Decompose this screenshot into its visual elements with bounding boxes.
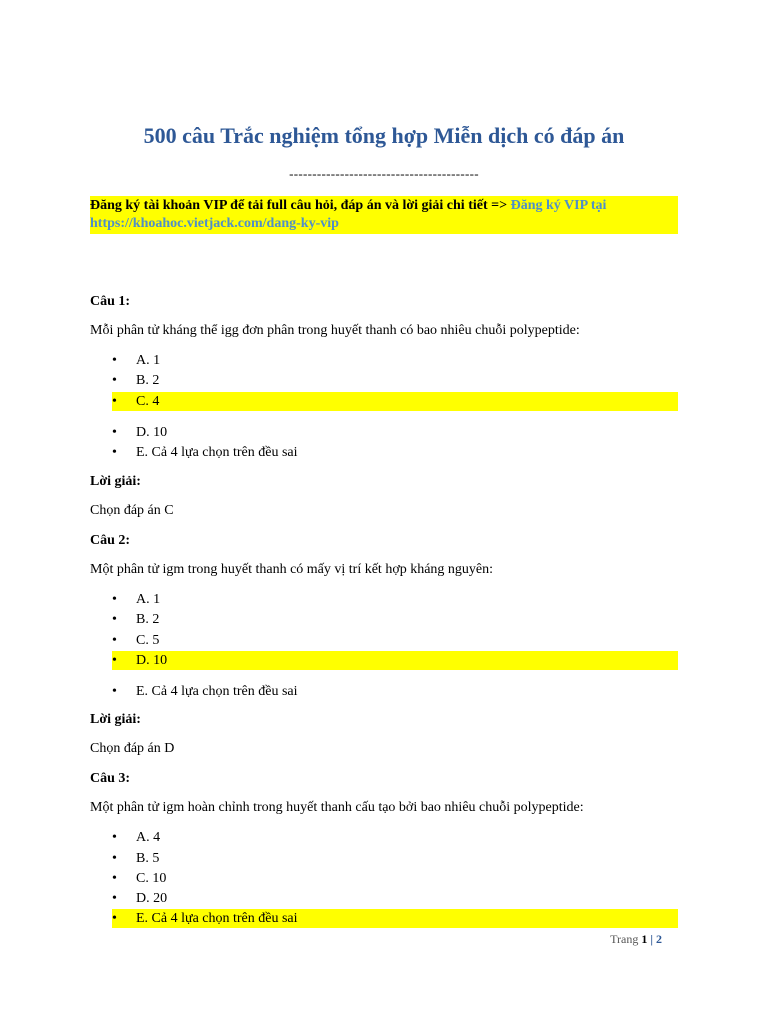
question-2-solution: Chọn đáp án D <box>90 741 175 756</box>
bullet-icon: • <box>112 633 117 648</box>
bullet-icon: • <box>112 353 117 368</box>
question-3-text: Một phân tử igm hoàn chỉnh trong huyết thanh cấu tạo bởi bao nhiêu chuỗi polypeptide: <box>90 800 584 815</box>
question-3-option-d: • D. 20 <box>112 891 168 906</box>
question-1-label: Câu 1: <box>90 294 131 309</box>
bullet-icon: • <box>112 373 117 388</box>
question-2-option-c: • C. 5 <box>112 633 160 648</box>
question-1-option-b: • B. 2 <box>112 373 160 388</box>
question-2-solution-label: Lời giải: <box>90 712 141 727</box>
question-1-text: Mỗi phân tử kháng thể igg đơn phân trong huyết thanh có bao nhiêu chuỗi polypeptide: <box>90 323 580 338</box>
vip-text: Đăng ký tài khoản VIP để tải full câu hỏi, đáp án và lời giải chi tiết => <box>90 198 511 213</box>
vip-link[interactable]: Đăng ký VIP tại https://khoahoc.vietjack.com/dang-ky-vip <box>90 198 607 231</box>
question-2-option-e: • E. Cả 4 lựa chọn trên đều sai <box>112 684 298 699</box>
question-2-label: Câu 2: <box>90 533 131 548</box>
question-2-text: Một phân tử igm trong huyết thanh có mấy vị trí kết hợp kháng nguyên: <box>90 562 494 577</box>
bullet-icon: • <box>112 394 117 409</box>
bullet-icon: • <box>112 851 117 866</box>
question-1-solution: Chọn đáp án C <box>90 503 174 518</box>
bullet-icon: • <box>112 871 117 886</box>
question-3-option-e: • E. Cả 4 lựa chọn trên đều sai <box>112 909 678 928</box>
question-1-solution-label: Lời giải: <box>90 474 141 489</box>
question-3-option-b: • B. 5 <box>112 851 160 866</box>
page-separator: | <box>650 932 653 946</box>
question-2-option-b: • B. 2 <box>112 612 160 627</box>
question-1-option-d: • D. 10 <box>112 425 168 440</box>
question-3-option-c: • C. 10 <box>112 871 167 886</box>
document-title: 500 câu Trắc nghiệm tổng hợp Miễn dịch có đáp án <box>143 123 625 148</box>
bullet-icon: • <box>112 592 117 607</box>
question-3-option-a: • A. 4 <box>112 830 161 845</box>
bullet-icon: • <box>112 911 117 926</box>
bullet-icon: • <box>112 684 117 699</box>
bullet-icon: • <box>112 425 117 440</box>
bullet-icon: • <box>112 445 117 460</box>
bullet-icon: • <box>112 830 117 845</box>
title-divider: ----------------------------------------- <box>289 166 479 181</box>
bullet-icon: • <box>112 891 117 906</box>
question-1-option-c: • C. 4 <box>112 392 678 411</box>
question-2-option-a: • A. 1 <box>112 592 161 607</box>
question-1-option-a: • A. 1 <box>112 353 161 368</box>
current-page-number: 1 <box>641 932 648 946</box>
question-1-option-e: • E. Cả 4 lựa chọn trên đều sai <box>112 445 298 460</box>
bullet-icon: • <box>112 653 117 668</box>
bullet-icon: • <box>112 612 117 627</box>
question-3-label: Câu 3: <box>90 771 131 786</box>
page-word: Trang <box>610 932 639 946</box>
total-pages: 2 <box>656 932 662 946</box>
question-2-option-d: • D. 10 <box>112 651 678 670</box>
page-footer <box>560 932 662 947</box>
vip-banner <box>90 196 678 234</box>
